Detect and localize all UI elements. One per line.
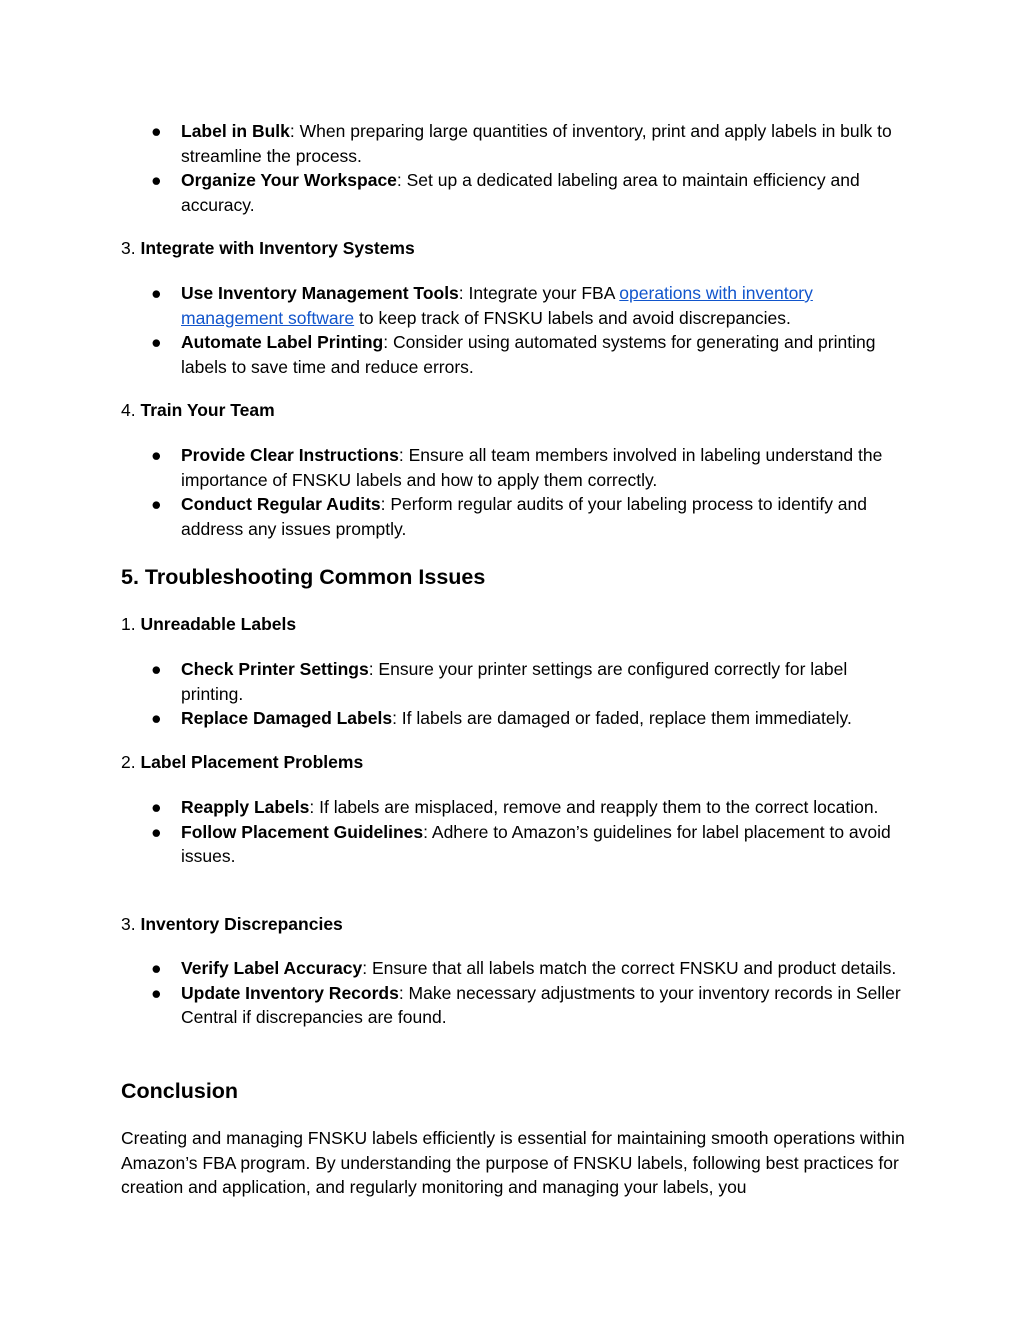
list-item	[121, 330, 914, 379]
subheading-title: Inventory Discrepancies	[140, 914, 343, 934]
list-item	[121, 443, 914, 492]
conclusion-paragraph: Creating and managing FNSKU labels efficiently is essential for maintaining smooth operations within Amazon’s FBA program. By understanding the purpose of FNSKU labels, following best practices for creation and application, and regularly monitoring and managing your labels, you	[121, 1128, 905, 1197]
item-bold: Reapply Labels	[181, 797, 310, 817]
item-text: : Ensure that all labels match the correct FNSKU and product details.	[362, 958, 897, 978]
bullet-list-discrepancies	[121, 956, 914, 1030]
item-bold: Provide Clear Instructions	[181, 445, 399, 465]
subheading-title: Train Your Team	[140, 400, 275, 420]
bullet-icon: ●	[151, 821, 162, 842]
bullet-icon: ●	[151, 797, 162, 817]
item-bold: Follow Placement Guidelines	[181, 821, 424, 842]
item-bold: Label in Bulk	[181, 121, 290, 141]
item-text: : If labels are misplaced, remove and reapply them to the correct location.	[309, 797, 879, 817]
item-text: to keep track of FNSKU labels and avoid discrepancies.	[354, 307, 791, 328]
item-bold: Check Printer Settings	[181, 659, 369, 679]
item-text: : Integrate your FBA	[458, 283, 620, 303]
item-text: : Perform regular audits of your labeling process to identify and address any issues promptly.	[181, 494, 868, 539]
bullet-icon: ●	[151, 982, 162, 1003]
item-text: : If labels are damaged or faded, replace them immediately.	[392, 708, 852, 728]
subheading-title: Label Placement Problems	[140, 752, 364, 772]
bullet-icon: ●	[151, 494, 162, 514]
list-item	[121, 657, 914, 706]
item-text: : Ensure your printer settings are configured correctly for label printing.	[181, 659, 848, 704]
subheading-train	[121, 398, 914, 423]
bullet-icon: ●	[151, 121, 162, 141]
subheading-number: 3.	[121, 914, 141, 934]
list-item	[121, 706, 914, 731]
subheading-discrepancies	[121, 912, 914, 937]
subheading-placement	[121, 750, 914, 775]
subheading-title: Unreadable Labels	[140, 614, 297, 634]
item-bold: Use Inventory Management Tools	[181, 283, 459, 303]
list-item	[121, 795, 914, 820]
bullet-icon: ●	[151, 283, 162, 303]
item-bold: Automate Label Printing	[181, 332, 384, 352]
inventory-software-link[interactable]: operations with inventory management software	[181, 283, 813, 328]
item-bold: Replace Damaged Labels	[181, 708, 393, 728]
section-heading-conclusion: Conclusion	[121, 1079, 239, 1103]
bullet-icon: ●	[151, 708, 162, 728]
bullet-icon: ●	[151, 659, 162, 679]
bullet-icon: ●	[151, 445, 162, 465]
item-text: : Make necessary adjustments to your inventory records in Seller Central if discrepancies are found.	[181, 982, 901, 1027]
bullet-list-integrate	[121, 281, 914, 379]
bullet-icon: ●	[151, 170, 162, 190]
item-bold: Verify Label Accuracy	[181, 958, 363, 978]
subheading-unreadable	[121, 612, 914, 637]
list-item	[121, 281, 914, 330]
subheading-title: Integrate with Inventory Systems	[140, 238, 415, 258]
item-bold: Organize Your Workspace	[181, 170, 397, 190]
subheading-number: 1.	[121, 614, 141, 634]
list-item	[121, 119, 914, 168]
bullet-list-bulk	[121, 119, 914, 217]
bullet-list-unreadable	[121, 657, 914, 731]
item-text: : Ensure all team members involved in labeling understand the importance of FNSKU labels and how to apply them correctly.	[181, 445, 883, 490]
bullet-icon: ●	[151, 958, 162, 978]
subheading-number: 4.	[121, 400, 141, 420]
bullet-icon: ●	[151, 332, 162, 352]
item-bold: Update Inventory Records	[181, 982, 399, 1003]
bullet-list-placement	[121, 795, 914, 869]
subheading-number: 2.	[121, 752, 141, 772]
section-heading-troubleshooting: 5. Troubleshooting Common Issues	[121, 565, 486, 589]
list-item	[121, 168, 914, 217]
list-item	[121, 956, 914, 981]
bullet-list-train	[121, 443, 914, 541]
subheading-integrate	[121, 236, 914, 261]
subheading-number: 3.	[121, 238, 141, 258]
item-text: : Adhere to Amazon’s guidelines for label placement to avoid issues.	[181, 821, 891, 866]
item-bold: Conduct Regular Audits	[181, 494, 381, 514]
item-text: : Set up a dedicated labeling area to maintain efficiency and accuracy.	[181, 170, 860, 215]
list-item	[121, 820, 914, 869]
list-item	[121, 981, 914, 1030]
item-text: : Consider using automated systems for generating and printing labels to save time and reduce errors.	[181, 332, 876, 377]
item-text: : When preparing large quantities of inventory, print and apply labels in bulk to streamline the process.	[181, 121, 892, 166]
list-item	[121, 492, 914, 541]
